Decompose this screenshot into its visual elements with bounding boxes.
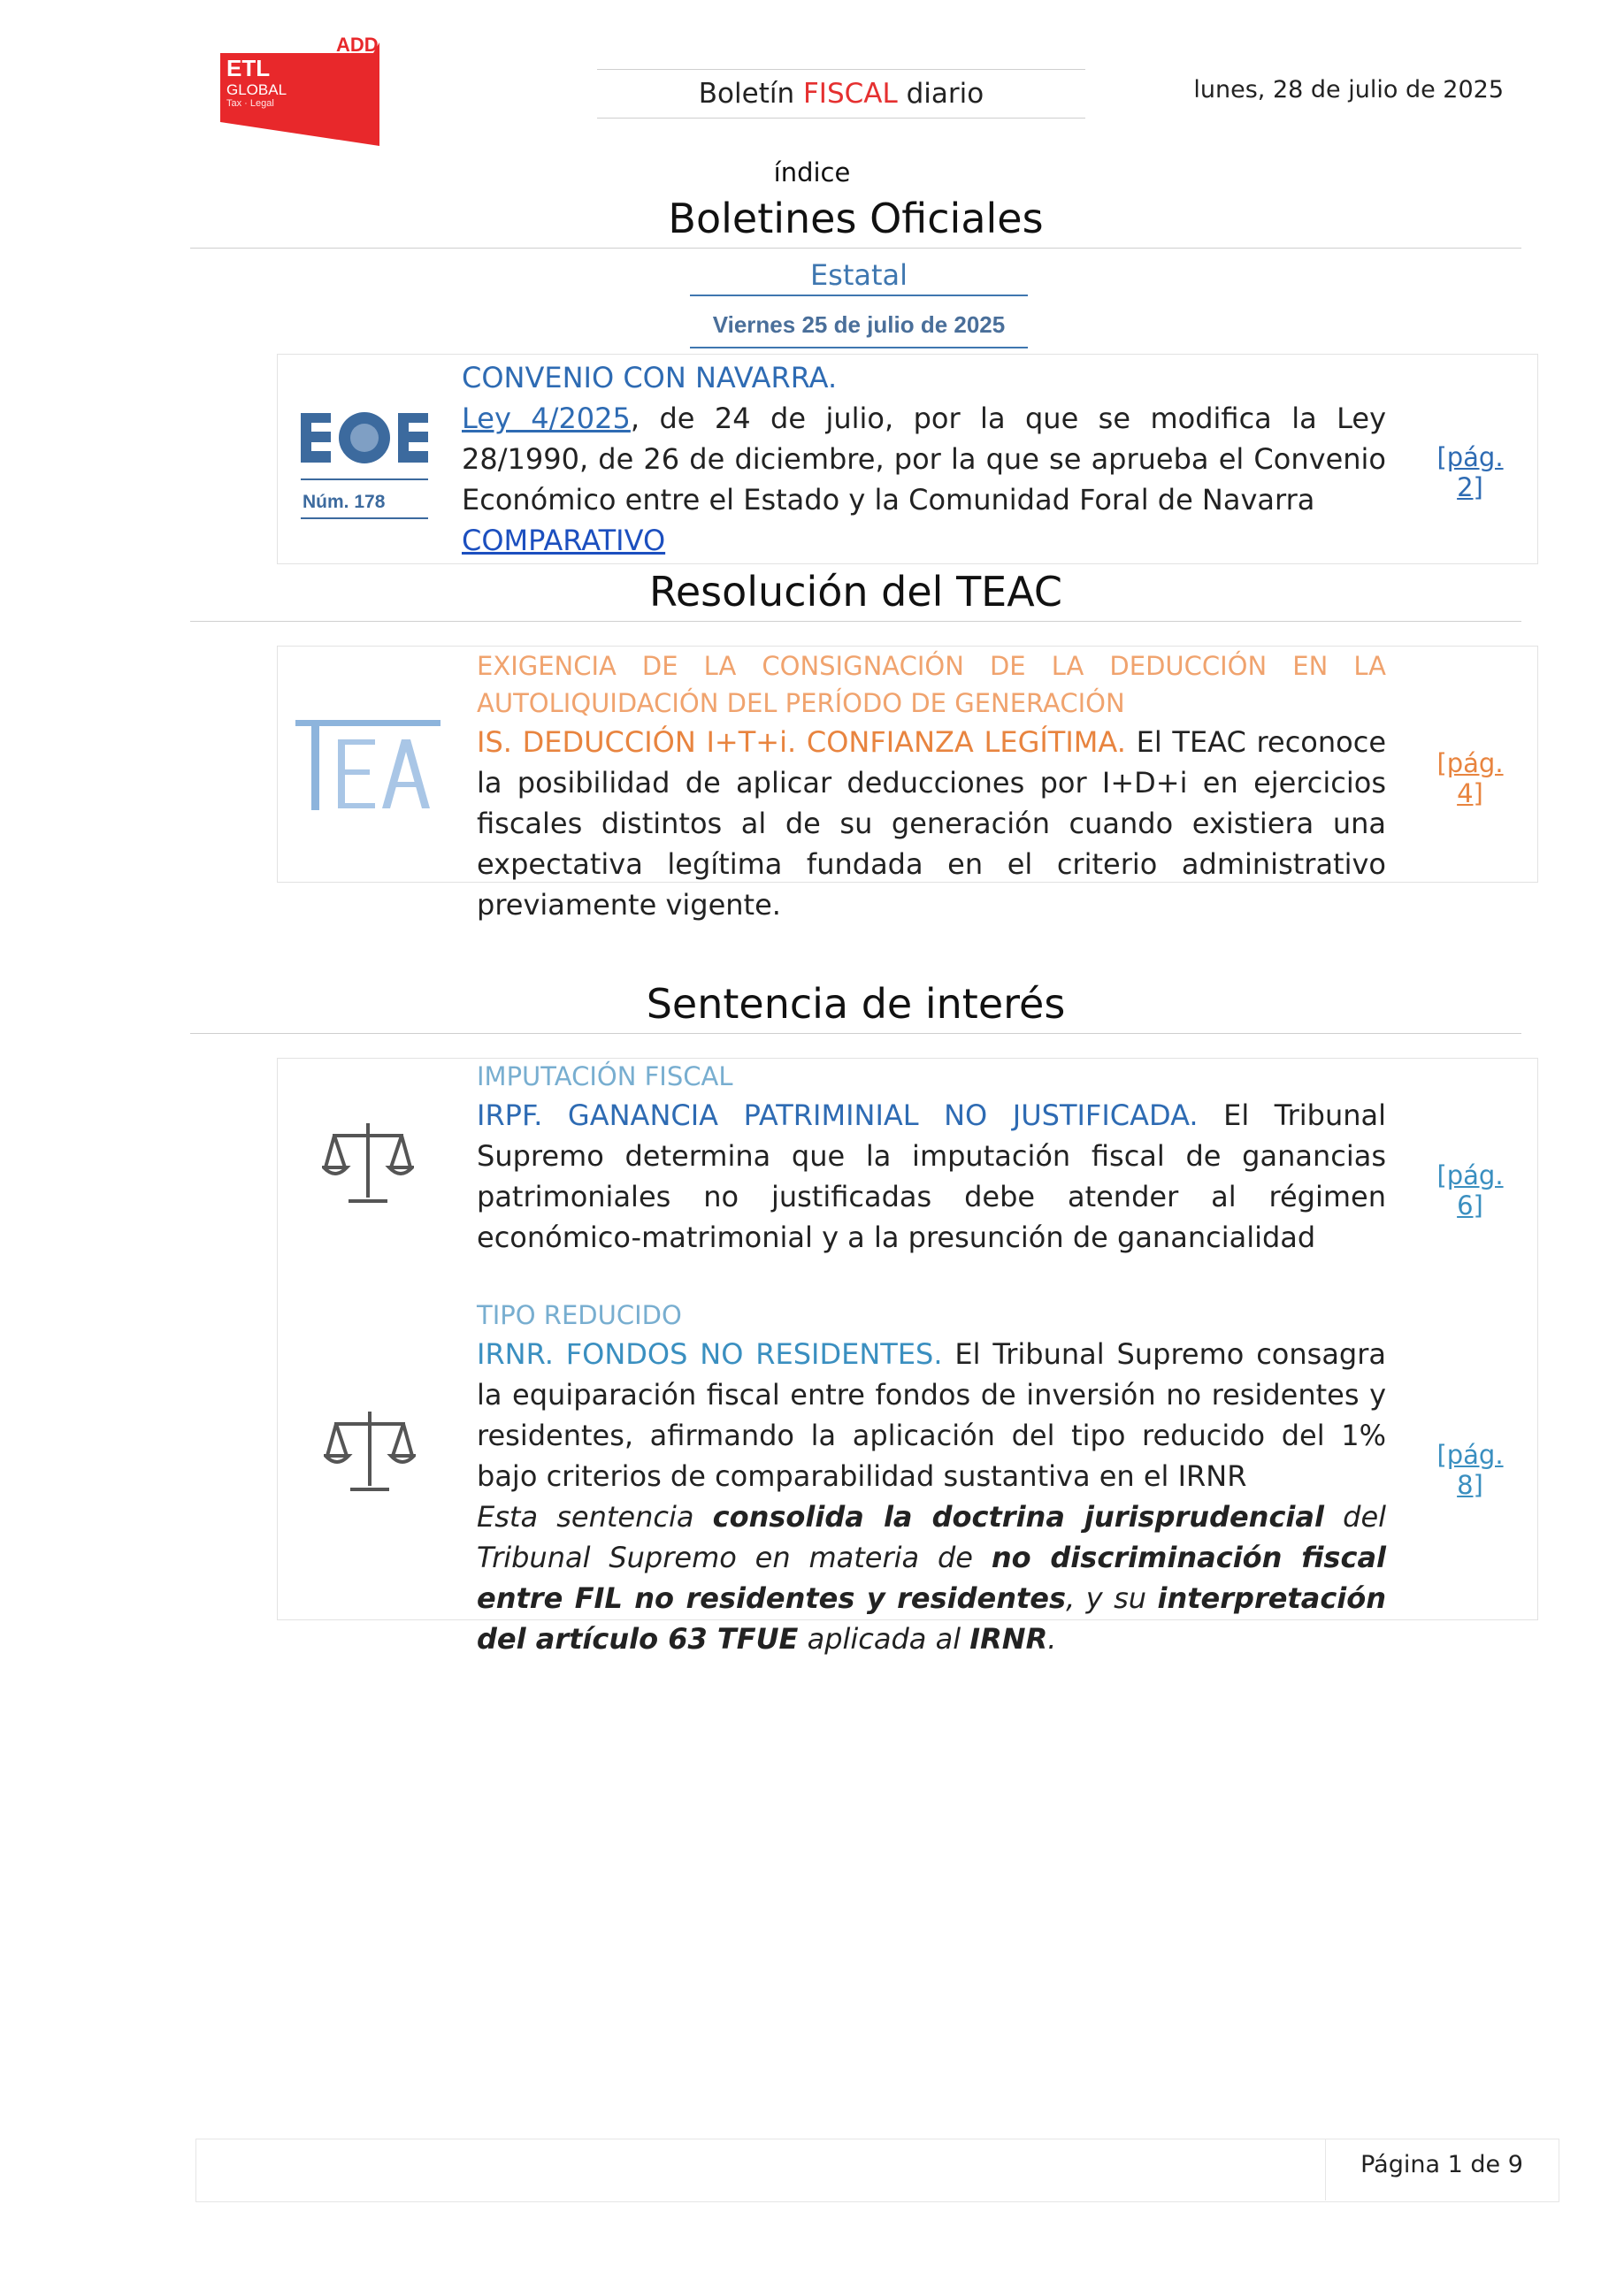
teac-body [477,722,1386,925]
boe-entry [462,357,1386,561]
etl-global-logo-graphic [216,35,384,146]
page-ref-2[interactable]: [pág. 2] [1436,442,1504,502]
bulletin-title-pre: Boletín [698,78,803,110]
page-ref-4[interactable]: [pág. 4] [1436,748,1504,808]
subsection-estatal: Estatal [690,258,1028,296]
page-ref-8[interactable]: [pág. 8] [1436,1440,1504,1500]
teac-headline: IS. DEDUCCIÓN I+T+i. CONFIANZA LEGÍTIMA. [477,725,1126,759]
scales-icon-2 [324,1404,416,1496]
boe-body [462,398,1386,520]
etl-global-logo [216,35,384,146]
comparativo-row [462,520,1386,561]
sentencia-2-body-text: El Tribunal Supremo consagra la equiparación fiscal entre fondos de inversión no residentes y residentes, afirmando la aplicación del tipo reducido del 1% bajo criterios de comparabilidad sustantiva en el IRNR [477,1337,1387,1493]
sentencia-1-kicker: IMPUTACIÓN FISCAL [477,1061,733,1091]
sentencia-1-headline: IRPF. GANANCIA PATRIMINIAL NO JUSTIFICADA. [477,1098,1199,1132]
sentencia-2-note [477,1496,1386,1659]
sentencia-1-body [477,1095,1386,1258]
ley-link[interactable]: Ley 4/2025 [462,402,631,435]
teac-entry [477,647,1386,925]
boe-date-label: Viernes 25 de julio de 2025 [690,304,1028,348]
note-b1: consolida la doctrina jurisprudencial [712,1500,1324,1534]
bulletin-title-post: diario [897,78,984,110]
boe-logo [299,409,432,524]
bulletin-title [597,69,1085,119]
scales-icon [322,1116,414,1208]
sentencia-1-body-text: El Tribunal Supremo determina que la imputación fiscal de ganancias patrimoniales no justificadas debe atender al régimen económico-matrimonial y a la presunción de ganancialidad [477,1098,1386,1254]
teac-kicker: AUTOLIQUIDACIÓN DEL PERÍODO DE GENERACIÓN [477,688,1125,718]
comparativo-link[interactable]: COMPARATIVO [462,524,666,557]
note-t4: aplicada al [798,1622,970,1656]
boe-number: Núm. 178 [303,492,386,512]
section-title-teac: Resolución del TEAC [190,568,1521,622]
sentencia-2-kicker: TIPO REDUCIDO [477,1300,682,1330]
sentencia-2-body [477,1334,1386,1496]
sentencia-entry-1 [477,1058,1386,1258]
sentencia-entry-2 [477,1297,1386,1659]
footer-divider [1325,2139,1326,2200]
boe-body-text: , de 24 de julio, por la que se modifica la Ley 28/1990, de 26 de diciembre, por la que se aprueba el Convenio Económico entre el Estado y la Comunidad Foral de Navarra [462,402,1387,517]
scales-icon-graphic [322,1116,414,1208]
scales-icon-2-graphic [324,1404,416,1496]
teac-kicker-line1: EXIGENCIA DE LA CONSIGNACIÓN DE LA DEDUCCIÓN EN LA [477,651,1386,681]
logo-etl-text: ETL [226,55,271,81]
sentencia-2-headline: IRNR. FONDOS NO RESIDENTES. [477,1337,943,1371]
logo-tag-text: Tax · Legal [226,98,274,109]
bulletin-date: lunes, 28 de julio de 2025 [1193,76,1504,103]
boe-heading: CONVENIO CON NAVARRA. [462,361,838,394]
section-title-sentencia: Sentencia de interés [190,980,1521,1034]
logo-add-text: ADD [336,35,379,56]
note-b4: IRNR [969,1622,1048,1656]
section-title-boletines: Boletines Oficiales [190,195,1521,249]
page-number: Página 1 de 9 [1360,2151,1523,2178]
boe-logo-graphic [299,409,432,524]
bulletin-title-accent: FISCAL [802,78,898,110]
note-b3: interpretación del artículo 63 TFUE [477,1581,1387,1656]
note-b2: no discriminación fiscal entre FIL no residentes y residentes [477,1541,1387,1615]
tea-logo-graphic [294,715,444,812]
note-t5: . [1047,1622,1057,1656]
tea-logo [294,715,444,812]
note-t2: del Tribunal Supremo en materia de [477,1500,1387,1574]
note-t3: , y su [1066,1581,1158,1615]
logo-global-text: GLOBAL [226,81,287,98]
index-label: índice [773,157,851,188]
page-ref-6[interactable]: [pág. 6] [1436,1160,1504,1221]
note-t1: Esta sentencia [477,1500,713,1534]
teac-body-text: El TEAC reconoce la posibilidad de aplicar deducciones por I+D+i en ejercicios fiscales distintos al de su generación cuando existiera una expectativa legítima fundada en el criterio administrativo previamente vigente. [477,725,1387,922]
